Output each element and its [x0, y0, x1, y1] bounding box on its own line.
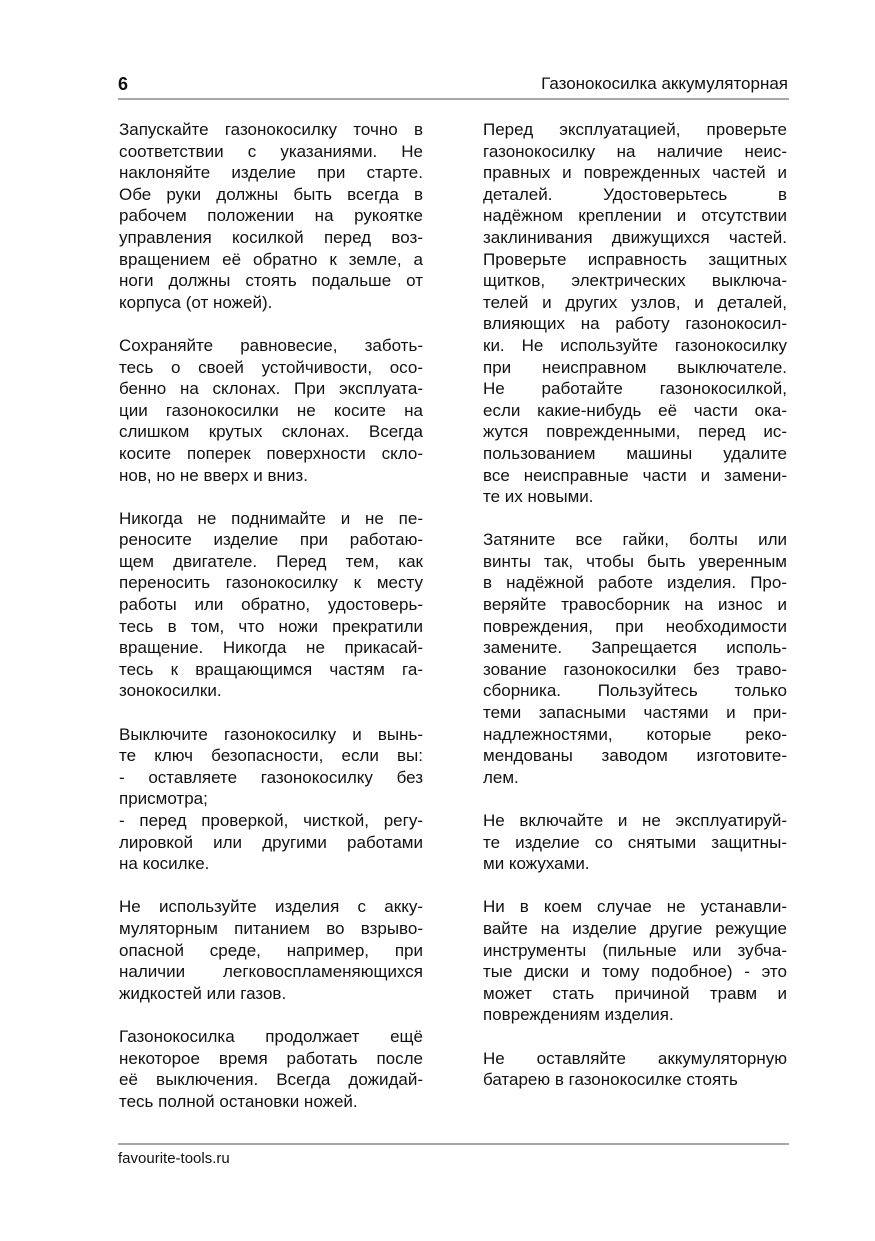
text-line: теми запасными частями и при-	[483, 703, 787, 723]
header-divider	[118, 98, 789, 100]
page-header	[118, 74, 788, 96]
text-line: соответствии с указаниями. Не	[119, 141, 423, 161]
paragraph	[483, 1048, 787, 1091]
paragraph	[119, 724, 423, 875]
text-line: мендованы заводом изготовите-	[483, 746, 787, 766]
page-number: 6	[118, 74, 129, 94]
text-line: веряйте травосборник на износ и	[483, 595, 787, 615]
text-line: бенно на склонах. При эксплуата-	[119, 379, 423, 399]
text-line: рабочем положении на рукоятке	[119, 206, 423, 226]
text-line: - перед проверкой, чисткой, регу-	[119, 811, 423, 830]
text-line: деталей. Удостоверьтесь в	[483, 184, 787, 204]
text-line: вращение. Никогда не прикасай-	[119, 638, 423, 658]
text-line: Ни в коем случае не устанавли-	[483, 897, 787, 917]
text-line: Проверьте исправность защитных	[483, 249, 787, 269]
text-line: Обе руки должны быть всегда в	[119, 184, 423, 204]
paragraph	[483, 529, 787, 788]
text-line: тесь в том, что ножи прекратили	[119, 616, 423, 636]
text-line: вайте на изделие другие режущие	[483, 918, 787, 938]
text-line: газонокосилку на наличие неис-	[483, 141, 787, 161]
text-line: те изделие со снятыми защитны-	[483, 832, 787, 852]
text-line: управления косилкой перед воз-	[119, 227, 423, 247]
text-line: зонокосилки.	[119, 681, 222, 701]
text-line: наличии легковоспламеняющихся	[119, 962, 423, 982]
text-line: сборника. Пользуйтесь только	[483, 681, 787, 701]
text-line: слишком крутых склонах. Всегда	[119, 422, 423, 442]
text-line: те их новыми.	[483, 487, 594, 507]
text-line: лировкой или другими работами	[119, 832, 423, 852]
text-line: жидкостей или газов.	[119, 983, 287, 1003]
text-line: переносить газонокосилку к месту	[119, 573, 423, 593]
text-line: ми кожухами.	[483, 854, 590, 874]
right-column	[483, 119, 787, 1112]
text-line: работы или обратно, удостоверь-	[119, 595, 423, 615]
text-line: ки. Не используйте газонокосилку	[483, 335, 787, 355]
text-line: корпуса (от ножей).	[119, 292, 273, 312]
text-line: её выключения. Всегда дожидай-	[119, 1070, 423, 1090]
text-line: Никогда не поднимайте и не пе-	[119, 508, 423, 528]
text-line: батарею в газонокосилке стоять	[483, 1070, 738, 1090]
text-line: Перед эксплуатацией, проверьте	[483, 120, 787, 139]
text-line: все неисправные части и замени-	[483, 465, 787, 485]
paragraph	[119, 1026, 423, 1112]
footer-divider	[118, 1143, 789, 1145]
text-line: телей и других узлов, и деталей,	[483, 292, 787, 312]
footer-website: favourite-tools.ru	[118, 1150, 230, 1167]
text-line: Выключите газонокосилку и вынь-	[119, 724, 423, 744]
text-line: Не используйте изделия с акку-	[119, 897, 423, 917]
text-line: опасной среде, например, при	[119, 940, 423, 960]
text-line: тые диски и тому подобное) - это	[483, 962, 787, 982]
text-line: присмотра;	[119, 789, 208, 809]
text-line: винты так, чтобы быть уверенным	[483, 551, 787, 571]
left-column	[119, 119, 423, 1134]
paragraph	[483, 810, 787, 875]
paragraph	[483, 119, 787, 508]
text-line: на косилке.	[119, 854, 210, 874]
text-line: заклинивания движущихся частей.	[483, 227, 787, 247]
document-title: Газонокосилка аккумуляторная	[541, 74, 788, 93]
text-line: наклоняйте изделие при старте.	[119, 163, 423, 183]
text-line: тесь к вращающимся частям га-	[119, 659, 423, 679]
text-line: при неисправном выключателе.	[483, 357, 787, 377]
paragraph	[119, 508, 423, 702]
text-line: некоторое время работать после	[119, 1048, 423, 1068]
paragraph	[483, 896, 787, 1026]
text-line: Затяните все гайки, болты или	[483, 530, 787, 550]
text-line: надлежностями, которые реко-	[483, 724, 787, 744]
text-line: надёжном креплении и отсутствии	[483, 206, 787, 226]
text-line: те ключ безопасности, если вы:	[119, 746, 423, 766]
paragraph	[119, 896, 423, 1004]
paragraph	[119, 119, 423, 313]
text-line: Не оставляйте аккумуляторную	[483, 1048, 787, 1068]
text-line: Запускайте газонокосилку точно в	[119, 120, 423, 139]
text-line: Не включайте и не эксплуатируй-	[483, 811, 787, 830]
text-line: нов, но не вверх и вниз.	[119, 465, 308, 485]
text-line: тесь о своей устойчивости, осо-	[119, 357, 423, 377]
text-line: ноги должны стоять подальше от	[119, 271, 423, 291]
text-line: муляторным питанием во взрыво-	[119, 918, 423, 938]
text-line: Сохраняйте равновесие, заботь-	[119, 335, 423, 355]
text-line: зование газонокосилки без траво-	[483, 659, 787, 679]
text-line: пользованием машины удалите	[483, 443, 787, 463]
text-line: Не работайте газонокосилкой,	[483, 379, 787, 399]
text-line: замените. Запрещается исполь-	[483, 638, 787, 658]
text-line: реносите изделие при работаю-	[119, 530, 423, 550]
text-line: повреждения, при необходимости	[483, 616, 787, 636]
text-line: - оставляете газонокосилку без	[119, 767, 423, 787]
text-line: Газонокосилка продолжает ещё	[119, 1026, 423, 1046]
paragraph	[119, 335, 423, 486]
text-line: в надёжной работе изделия. Про-	[483, 573, 787, 593]
text-line: вращением её обратно к земле, а	[119, 249, 423, 269]
text-line: если какие-нибудь её части ока-	[483, 400, 787, 420]
text-line: щитков, электрических выключа-	[483, 271, 787, 291]
text-line: лем.	[483, 767, 519, 787]
text-line: щем двигателе. Перед тем, как	[119, 551, 423, 571]
text-line: повреждениям изделия.	[483, 1005, 674, 1025]
text-line: инструменты (пильные или зубча-	[483, 940, 787, 960]
text-line: влияющих на работу газонокосил-	[483, 314, 787, 334]
text-line: может стать причиной травм и	[483, 983, 787, 1003]
text-line: косите поперек поверхности скло-	[119, 443, 423, 463]
text-line: правных и поврежденных частей и	[483, 163, 787, 183]
text-line: ции газонокосилки не косите на	[119, 400, 423, 420]
text-line: тесь полной остановки ножей.	[119, 1091, 358, 1111]
text-line: жутся поврежденными, перед ис-	[483, 422, 787, 442]
